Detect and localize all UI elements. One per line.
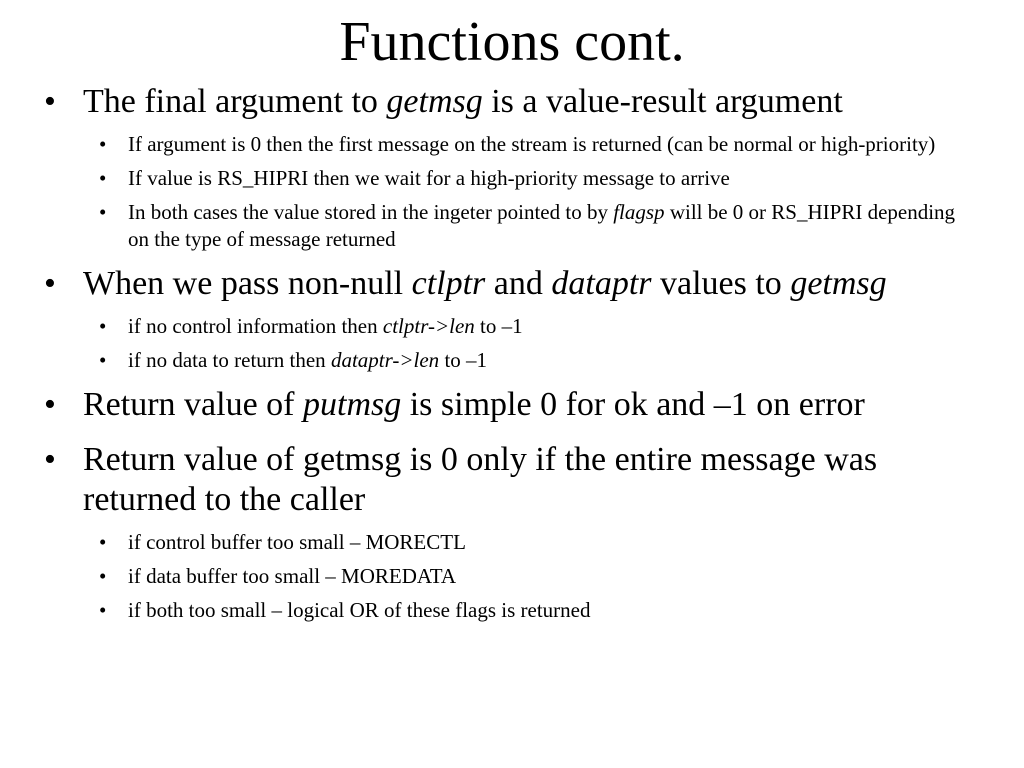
bullet-text-pre: The final argument to	[83, 83, 387, 120]
sub-bullet-text-emphasis: dataptr->len	[330, 348, 440, 372]
sub-bullet-moredata	[0, 563, 1024, 590]
bullet-text-emphasis-ctlptr: ctlptr	[411, 265, 486, 302]
sub-bullet-rs-hipri	[0, 165, 1024, 192]
bullet-non-null-pointers	[0, 264, 1024, 304]
bullet-text: Return value of getmsg is 0 only if the entire message was returned to the caller	[83, 441, 878, 518]
bullet-text-emphasis: putmsg	[303, 386, 402, 423]
sub-bullet-text: if data buffer too small – MOREDATA	[128, 564, 457, 588]
sub-bullet-dot-icon: •	[99, 166, 107, 190]
sub-bullet-text: if both too small – logical OR of these flags is returned	[128, 598, 591, 622]
bullet-dot-icon: •	[44, 265, 56, 302]
sub-bullet-text-pre: if no control information then	[128, 314, 383, 338]
bullet-getmsg-return-value	[0, 440, 1024, 520]
sub-bullet-text-post: to –1	[474, 314, 523, 338]
sub-bullet-text-emphasis: ctlptr->len	[382, 314, 475, 338]
sub-bullet-dot-icon: •	[99, 530, 107, 554]
sub-bullet-logical-or	[0, 597, 1024, 624]
sub-bullet-dot-icon: •	[99, 200, 107, 224]
bullet-dot-icon: •	[44, 386, 56, 423]
bullet-getmsg-final-argument	[0, 82, 1024, 122]
bullet-text-emphasis-getmsg: getmsg	[790, 265, 887, 302]
sub-bullet-dot-icon: •	[99, 348, 107, 372]
sub-bullet-argument-zero	[0, 131, 1024, 158]
sub-bullet-text: if control buffer too small – MORECTL	[128, 530, 466, 554]
sub-bullet-text: If value is RS_HIPRI then we wait for a high-priority message to arrive	[128, 166, 730, 190]
bullet-text-pre: When we pass non-null	[83, 265, 412, 302]
bullet-dot-icon: •	[44, 83, 56, 120]
sub-bullet-text-post: to –1	[439, 348, 488, 372]
sub-bullet-dot-icon: •	[99, 598, 107, 622]
bullet-putmsg-return-value	[0, 385, 1024, 425]
bullet-text-emphasis-dataptr: dataptr	[551, 265, 652, 302]
sub-bullet-dot-icon: •	[99, 314, 107, 338]
sub-bullet-no-control-info	[0, 313, 1024, 340]
sub-bullet-no-data	[0, 347, 1024, 374]
sub-bullet-text-pre: if no data to return then	[128, 348, 331, 372]
bullet-text-post: is simple 0 for ok and –1 on error	[401, 386, 865, 423]
bullet-dot-icon: •	[44, 441, 56, 478]
sub-bullet-dot-icon: •	[99, 132, 107, 156]
bullet-text-emphasis: getmsg	[386, 83, 483, 120]
sub-bullet-dot-icon: •	[99, 564, 107, 588]
sub-bullet-morectl	[0, 529, 1024, 556]
bullet-text-mid: and	[485, 265, 552, 302]
bullet-text-pre: Return value of	[83, 386, 303, 423]
sub-bullet-text-post: will be 0 or RS_HIPRI depending on the type of message returned	[128, 200, 956, 251]
bullet-text-post: values to	[651, 265, 791, 302]
sub-bullet-flagsp-value	[0, 199, 1024, 253]
sub-bullet-text-emphasis: flagsp	[613, 200, 665, 224]
sub-bullet-text: If argument is 0 then the first message on the stream is returned (can be normal or high-priority)	[128, 132, 936, 156]
slide-title: Functions cont.	[339, 11, 685, 73]
bullet-text-post: is a value-result argument	[482, 83, 843, 120]
slide-body	[0, 80, 1024, 624]
sub-bullet-text-pre: In both cases the value stored in the ingeter pointed to by	[128, 200, 614, 224]
